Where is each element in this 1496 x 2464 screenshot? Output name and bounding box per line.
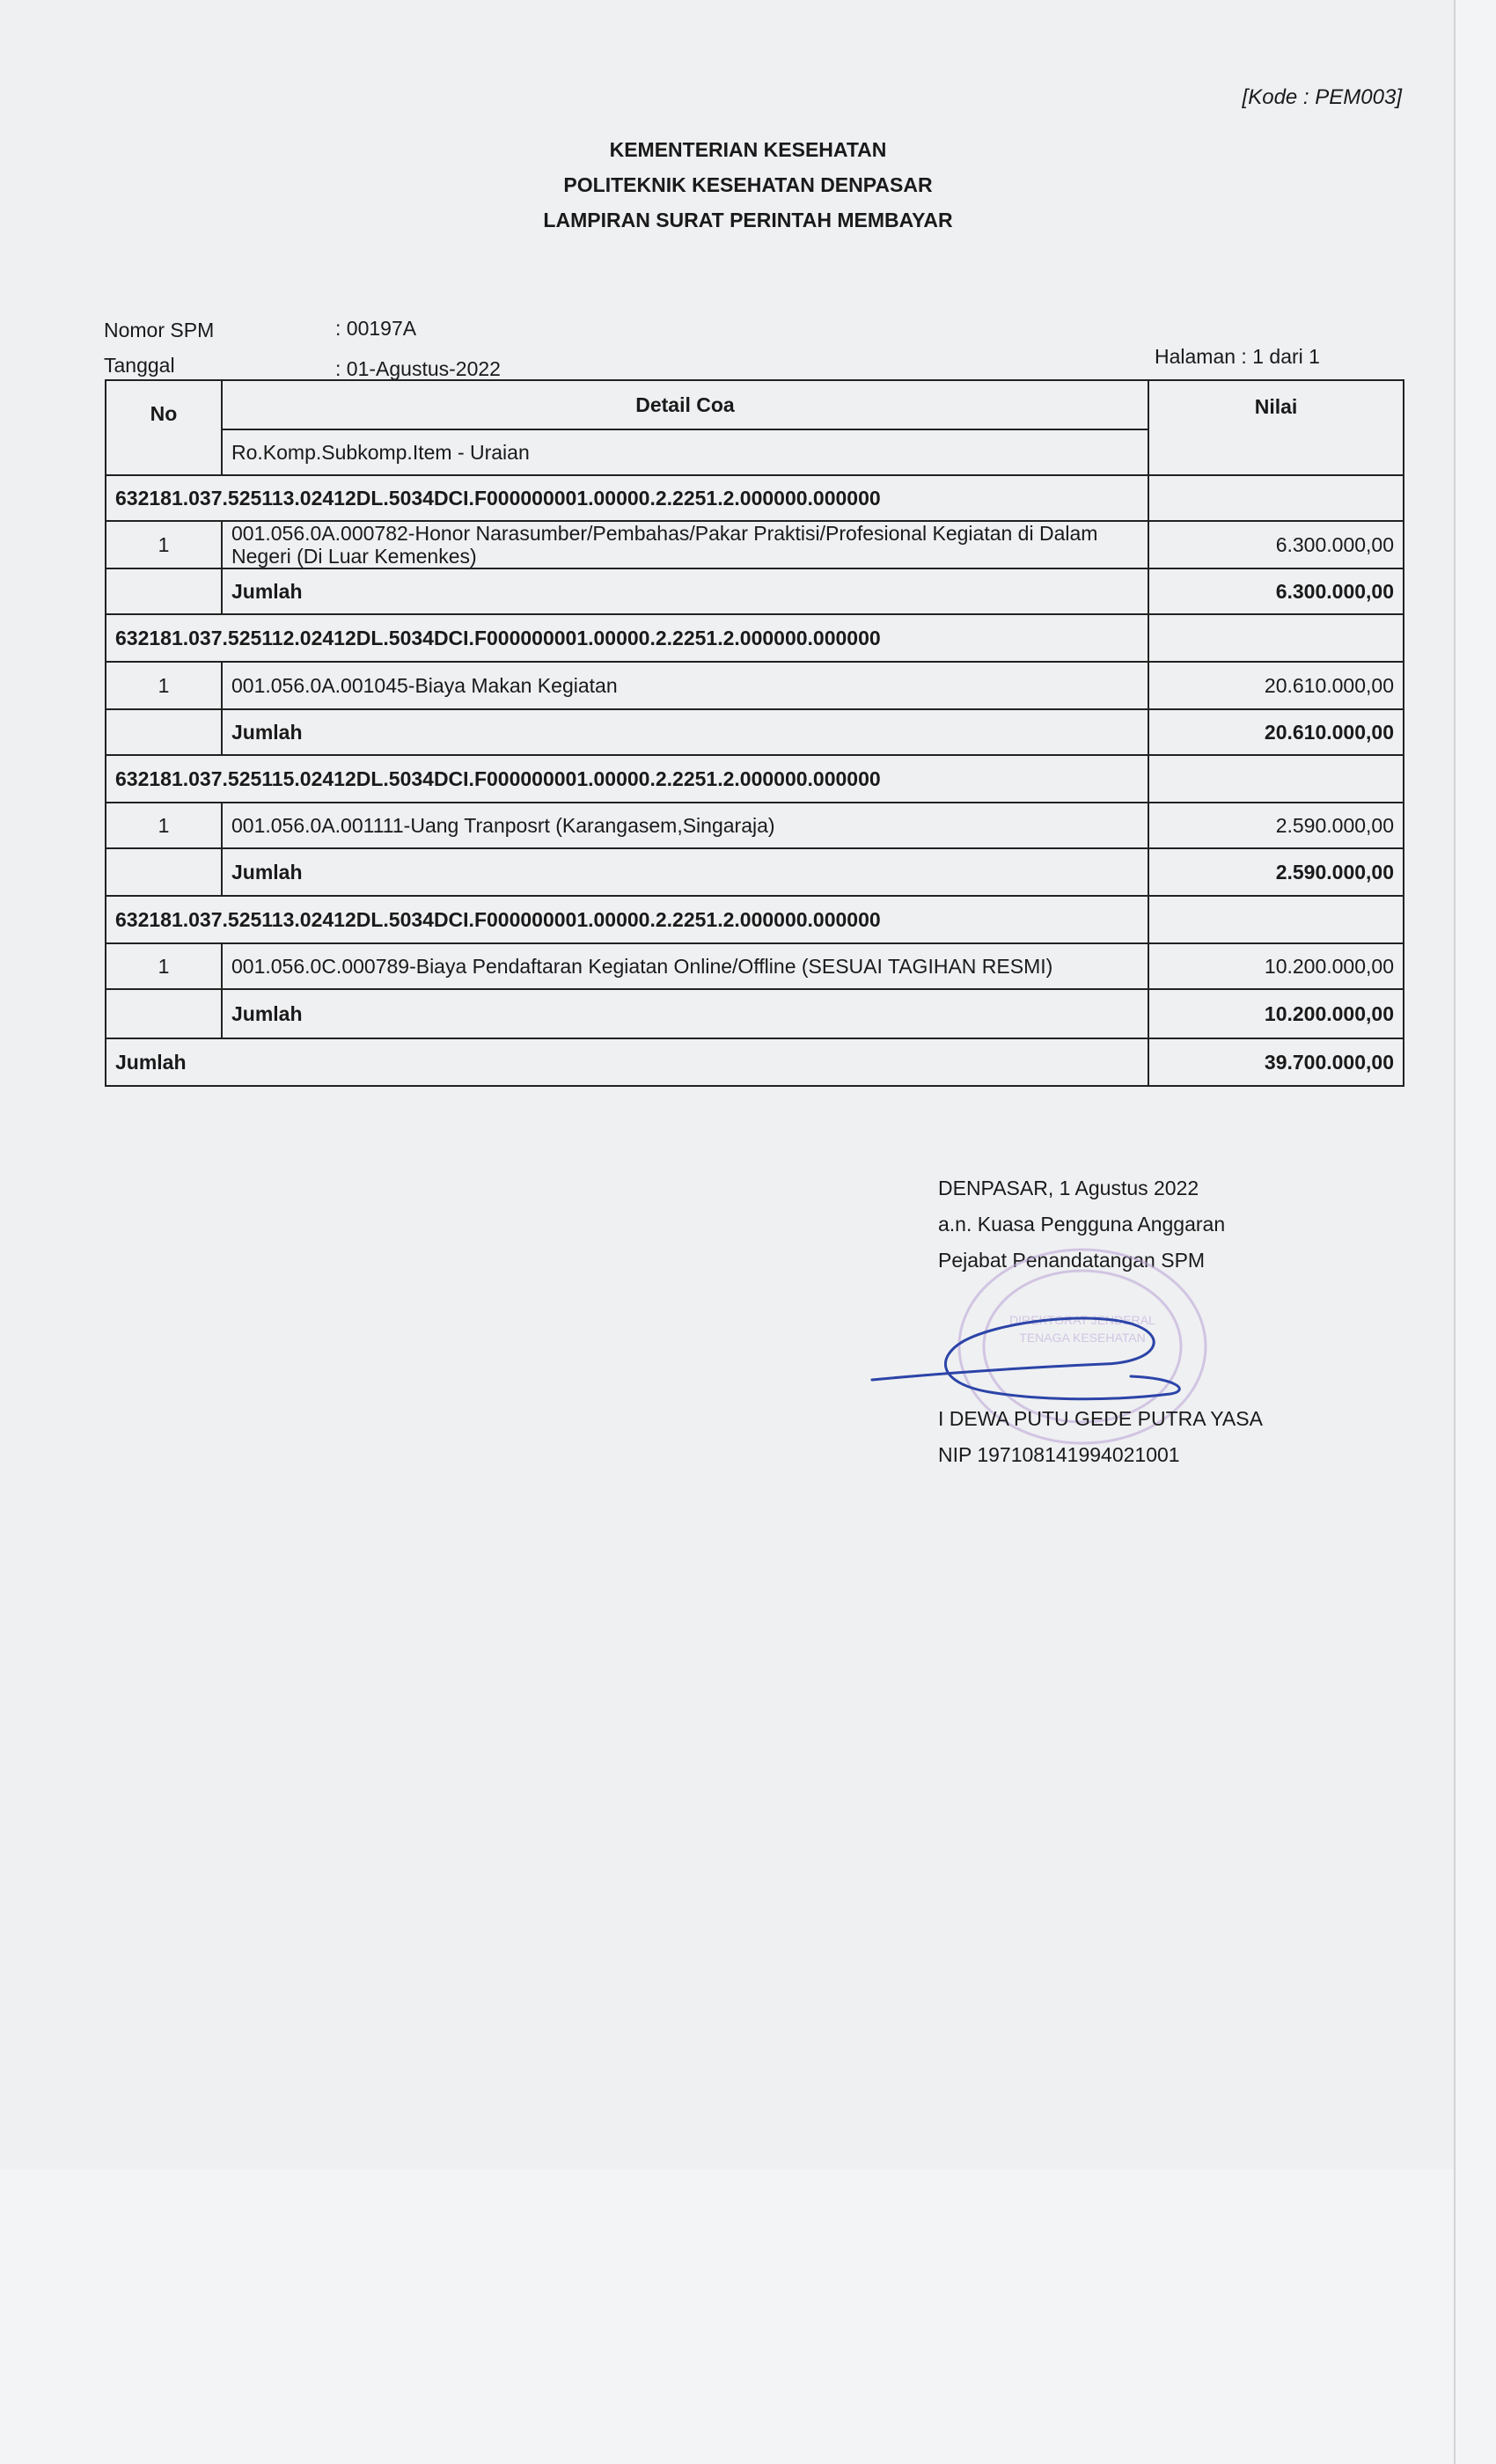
tanggal-value: : 01-Agustus-2022	[335, 357, 501, 380]
grand-total-amount: 39.700.000,00	[1148, 1038, 1404, 1086]
coa-account-row	[106, 614, 1404, 662]
form-code: [Kode : PEM003]	[1242, 85, 1402, 109]
item-description: 001.056.0C.000789-Biaya Pendaftaran Kegiatan Online/Offline (SESUAI TAGIHAN RESMI)	[222, 943, 1148, 989]
grand-total-row	[106, 1038, 1404, 1086]
row-number: 1	[106, 803, 222, 848]
subtotal-row	[106, 709, 1404, 755]
coa-account-code: 632181.037.525113.02412DL.5034DCI.F000000001.00000.2.2251.2.000000.000000	[106, 896, 1148, 943]
signatory-nip: NIP 197108141994021001	[938, 1443, 1180, 1466]
table-row	[106, 943, 1404, 989]
signature-role-line1: a.n. Kuasa Pengguna Anggaran	[938, 1213, 1226, 1236]
item-description: 001.056.0A.001045-Biaya Makan Kegiatan	[222, 662, 1148, 709]
page-indicator: Halaman : 1 dari 1	[1155, 345, 1320, 368]
coa-account-row	[106, 755, 1404, 803]
table-row	[106, 521, 1404, 568]
subtotal-label: Jumlah	[222, 709, 1148, 755]
subtotal-label: Jumlah	[222, 989, 1148, 1038]
subtotal-row	[106, 989, 1404, 1038]
header-ministry: KEMENTERIAN KESEHATAN	[609, 138, 887, 161]
subtotal-amount: 2.590.000,00	[1148, 848, 1404, 896]
subtotal-label: Jumlah	[222, 568, 1148, 614]
row-number: 1	[106, 662, 222, 709]
item-amount: 2.590.000,00	[1148, 803, 1404, 848]
subtotal-row	[106, 568, 1404, 614]
signature-role-line2: Pejabat Penandatangan SPM	[938, 1249, 1206, 1272]
coa-account-code: 632181.037.525112.02412DL.5034DCI.F000000001.00000.2.2251.2.000000.000000	[106, 614, 1148, 662]
header-institution: POLITEKNIK KESEHATAN DENPASAR	[563, 173, 933, 196]
subtotal-row	[106, 848, 1404, 896]
col-header-no: No	[106, 380, 222, 475]
col-header-nilai: Nilai	[1148, 380, 1404, 475]
subtotal-amount: 20.610.000,00	[1148, 709, 1404, 755]
handwritten-signature	[867, 1302, 1201, 1417]
nomor-spm-value: : 00197A	[335, 317, 417, 340]
item-description	[222, 521, 1148, 568]
stamp-text-top: DIREKTORAT JENDERAL	[1009, 1313, 1155, 1327]
coa-table	[105, 379, 1404, 1087]
subtotal-amount: 6.300.000,00	[1148, 568, 1404, 614]
item-description: 001.056.0A.001111-Uang Tranposrt (Karangasem,Singaraja)	[222, 803, 1148, 848]
scan-edge	[1456, 0, 1496, 2464]
subtotal-label: Jumlah	[222, 848, 1148, 896]
signatory-name: I DEWA PUTU GEDE PUTRA YASA	[938, 1407, 1263, 1430]
row-number: 1	[106, 943, 222, 989]
coa-account-code: 632181.037.525113.02412DL.5034DCI.F000000001.00000.2.2251.2.000000.000000	[106, 475, 1148, 521]
col-header-detail: Detail Coa	[222, 380, 1148, 429]
header-document-title: LAMPIRAN SURAT PERINTAH MEMBAYAR	[543, 209, 953, 231]
grand-total-label: Jumlah	[106, 1038, 1148, 1086]
item-description-line1: 001.056.0A.000782-Honor Narasumber/Pembahas/Pakar Praktisi/Profesional Kegiatan di Dalam	[231, 522, 1098, 545]
tanggal-label: Tanggal	[104, 354, 175, 377]
table-row	[106, 803, 1404, 848]
subtotal-amount: 10.200.000,00	[1148, 989, 1404, 1038]
stamp-text-bottom: TENAGA KESEHATAN	[1019, 1331, 1146, 1345]
table-row	[106, 662, 1404, 709]
coa-account-row	[106, 896, 1404, 943]
item-amount: 6.300.000,00	[1148, 521, 1404, 568]
scan-bottom-shade	[0, 2169, 1454, 2464]
item-description-line2: Negeri (Di Luar Kemenkes)	[231, 545, 477, 568]
item-amount: 10.200.000,00	[1148, 943, 1404, 989]
coa-account-row	[106, 475, 1404, 521]
item-amount: 20.610.000,00	[1148, 662, 1404, 709]
coa-account-code: 632181.037.525115.02412DL.5034DCI.F000000001.00000.2.2251.2.000000.000000	[106, 755, 1148, 803]
nomor-spm-label: Nomor SPM	[104, 319, 215, 341]
col-subheader-uraian: Ro.Komp.Subkomp.Item - Uraian	[222, 429, 1148, 475]
row-number: 1	[106, 521, 222, 568]
table-header-row	[106, 380, 1404, 429]
signature-place-date: DENPASAR, 1 Agustus 2022	[938, 1177, 1199, 1199]
